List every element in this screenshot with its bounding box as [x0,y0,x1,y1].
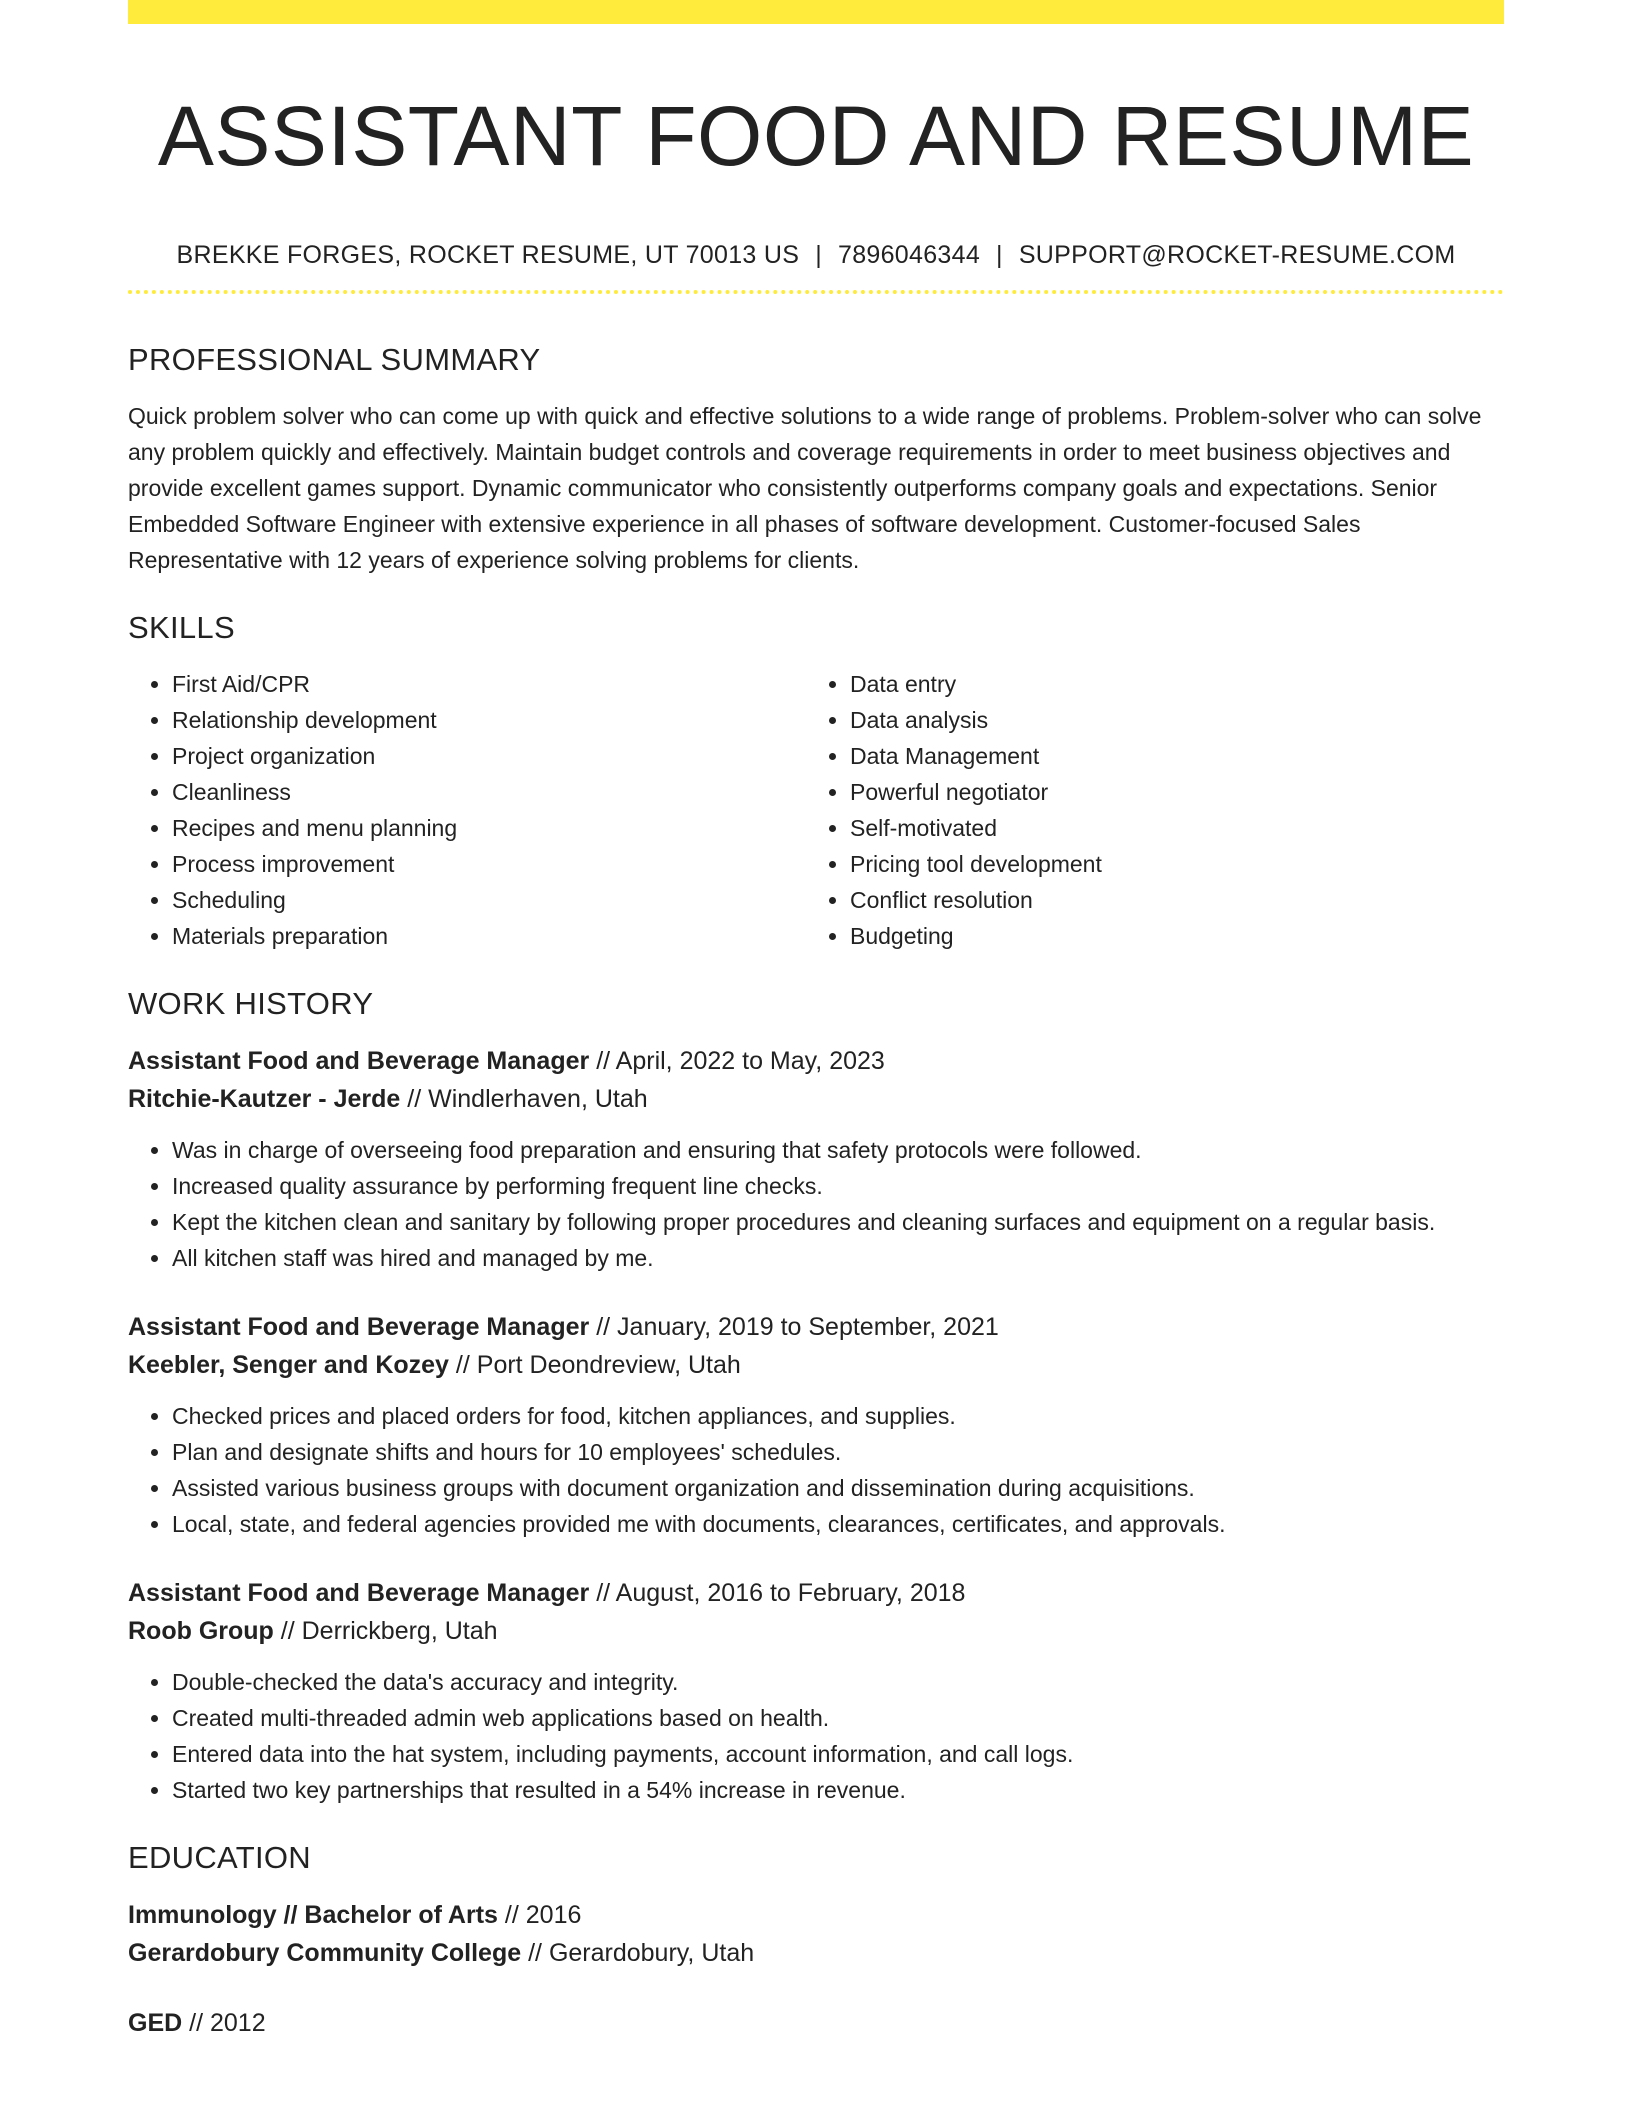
education-heading: EDUCATION [128,1840,311,1875]
skill-item: • Data Management [850,738,1484,774]
job-bullet: • Kept the kitchen clean and sanitary by following proper procedures and cleaning surfaces and equipment on a regular basis. [172,1204,1504,1240]
skill-item: • Data entry [850,666,1484,702]
education-year: 2012 [210,2009,266,2037]
job-bullet: • Double-checked the data's accuracy and integrity. [172,1664,1504,1700]
skills-columns [128,666,1504,954]
skill-item: • First Aid/CPR [172,666,806,702]
skill-item: • Budgeting [850,918,1484,954]
skill-item: • Scheduling [172,882,806,918]
separator: // [504,1901,519,1929]
skill-item: • Pricing tool development [850,846,1484,882]
job-role-line [128,1574,1504,1612]
job-company: Roob Group [128,1617,274,1645]
contact-line [128,238,1504,272]
job-role: Assistant Food and Beverage Manager [128,1047,590,1075]
job-bullet: • Plan and designate shifts and hours for 10 employees' schedules. [172,1434,1504,1470]
separator: // [596,1313,611,1341]
separator: // [596,1579,611,1607]
job-entry [128,1574,1504,1808]
job-bullets [128,1664,1504,1808]
separator: // [455,1351,470,1379]
contact-separator: | [815,241,822,269]
job-bullet: • Was in charge of overseeing food preparation and ensuring that safety protocols were followed. [172,1132,1504,1168]
education-year: 2016 [525,1901,582,1929]
job-bullet: • Created multi-threaded admin web applications based on health. [172,1700,1504,1736]
job-company: Keebler, Senger and Kozey [128,1351,449,1379]
job-role: Assistant Food and Beverage Manager [128,1579,590,1607]
skill-item: • Materials preparation [172,918,806,954]
resume-page [128,0,1504,2042]
contact-phone: 7896046344 [837,241,981,269]
job-bullet: • Checked prices and placed orders for food, kitchen appliances, and supplies. [172,1398,1504,1434]
education-location: Gerardobury, Utah [548,1939,755,1967]
skill-item: • Process improvement [172,846,806,882]
education-entry [128,1896,1504,1972]
education-degree: Immunology // Bachelor of Arts [128,1901,498,1929]
job-company-line [128,1080,1504,1118]
job-entry [128,1042,1504,1276]
work-history-heading: WORK HISTORY [128,986,374,1021]
dotted-divider [128,290,1504,294]
job-bullet: • Started two key partnerships that resulted in a 54% increase in revenue. [172,1772,1504,1808]
skill-item: • Self-motivated [850,810,1484,846]
job-dates: August, 2016 to February, 2018 [615,1579,966,1607]
summary-text: Quick problem solver who can come up with quick and effective solutions to a wide range of problems. Problem-solver who can solve any problem quickly and effectively. Maintain budget controls and coverage requirements in order to meet business objectives and provide excellent games support. Dynamic communicator who consistently outperforms company goals and expectations. Senior Embedded Software Engineer with extensive experience in all phases of software development. Customer-focused Sales Representative with 12 years of experience solving problems for clients. [128,403,1482,573]
skill-item: • Cleanliness [172,774,806,810]
summary-heading: PROFESSIONAL SUMMARY [128,342,541,377]
education-school-line [128,1934,1504,1972]
education-school: Gerardobury Community College [128,1939,522,1967]
separator: // [528,1939,542,1967]
education-entry [128,2004,1504,2042]
job-location: Windlerhaven, Utah [428,1085,648,1113]
skills-list-right [806,666,1484,954]
education-degree-line [128,1896,1504,1934]
job-bullet: • Local, state, and federal agencies provided me with documents, clearances, certificates, and approvals. [172,1506,1504,1542]
job-role-line [128,1308,1504,1346]
skill-item: • Recipes and menu planning [172,810,806,846]
job-bullet: • Assisted various business groups with document organization and dissemination during acquisitions. [172,1470,1504,1506]
skill-item: • Powerful negotiator [850,774,1484,810]
job-bullet: • Entered data into the hat system, including payments, account information, and call logs. [172,1736,1504,1772]
job-entry [128,1308,1504,1542]
job-role-line [128,1042,1504,1080]
job-dates: April, 2022 to May, 2023 [615,1047,885,1075]
job-bullet: • All kitchen staff was hired and managed by me. [172,1240,1504,1276]
contact-email: SUPPORT@ROCKET-RESUME.COM [1018,241,1456,269]
job-role: Assistant Food and Beverage Manager [128,1313,590,1341]
skill-item: • Conflict resolution [850,882,1484,918]
separator: // [407,1085,422,1113]
job-company: Ritchie-Kautzer - Jerde [128,1085,401,1113]
job-bullet: • Increased quality assurance by performing frequent line checks. [172,1168,1504,1204]
job-company-line [128,1612,1504,1650]
job-bullets [128,1132,1504,1276]
skill-item: • Project organization [172,738,806,774]
resume-title: ASSISTANT FOOD AND RESUME [157,89,1475,183]
separator: // [596,1047,611,1075]
accent-top-bar [128,0,1504,24]
skill-item: • Data analysis [850,702,1484,738]
education-degree-line [128,2004,1504,2042]
job-company-line [128,1346,1504,1384]
job-bullets [128,1398,1504,1542]
skills-list-left [128,666,806,954]
contact-separator: | [996,241,1003,269]
contact-address: BREKKE FORGES, ROCKET RESUME, UT 70013 US [176,241,800,269]
separator: // [280,1617,295,1645]
skill-item: • Relationship development [172,702,806,738]
job-location: Port Deondreview, Utah [476,1351,741,1379]
separator: // [189,2009,204,2037]
job-dates: January, 2019 to September, 2021 [617,1313,999,1341]
education-degree: GED [128,2009,183,2037]
job-location: Derrickberg, Utah [301,1617,498,1645]
skills-heading: SKILLS [128,610,235,645]
